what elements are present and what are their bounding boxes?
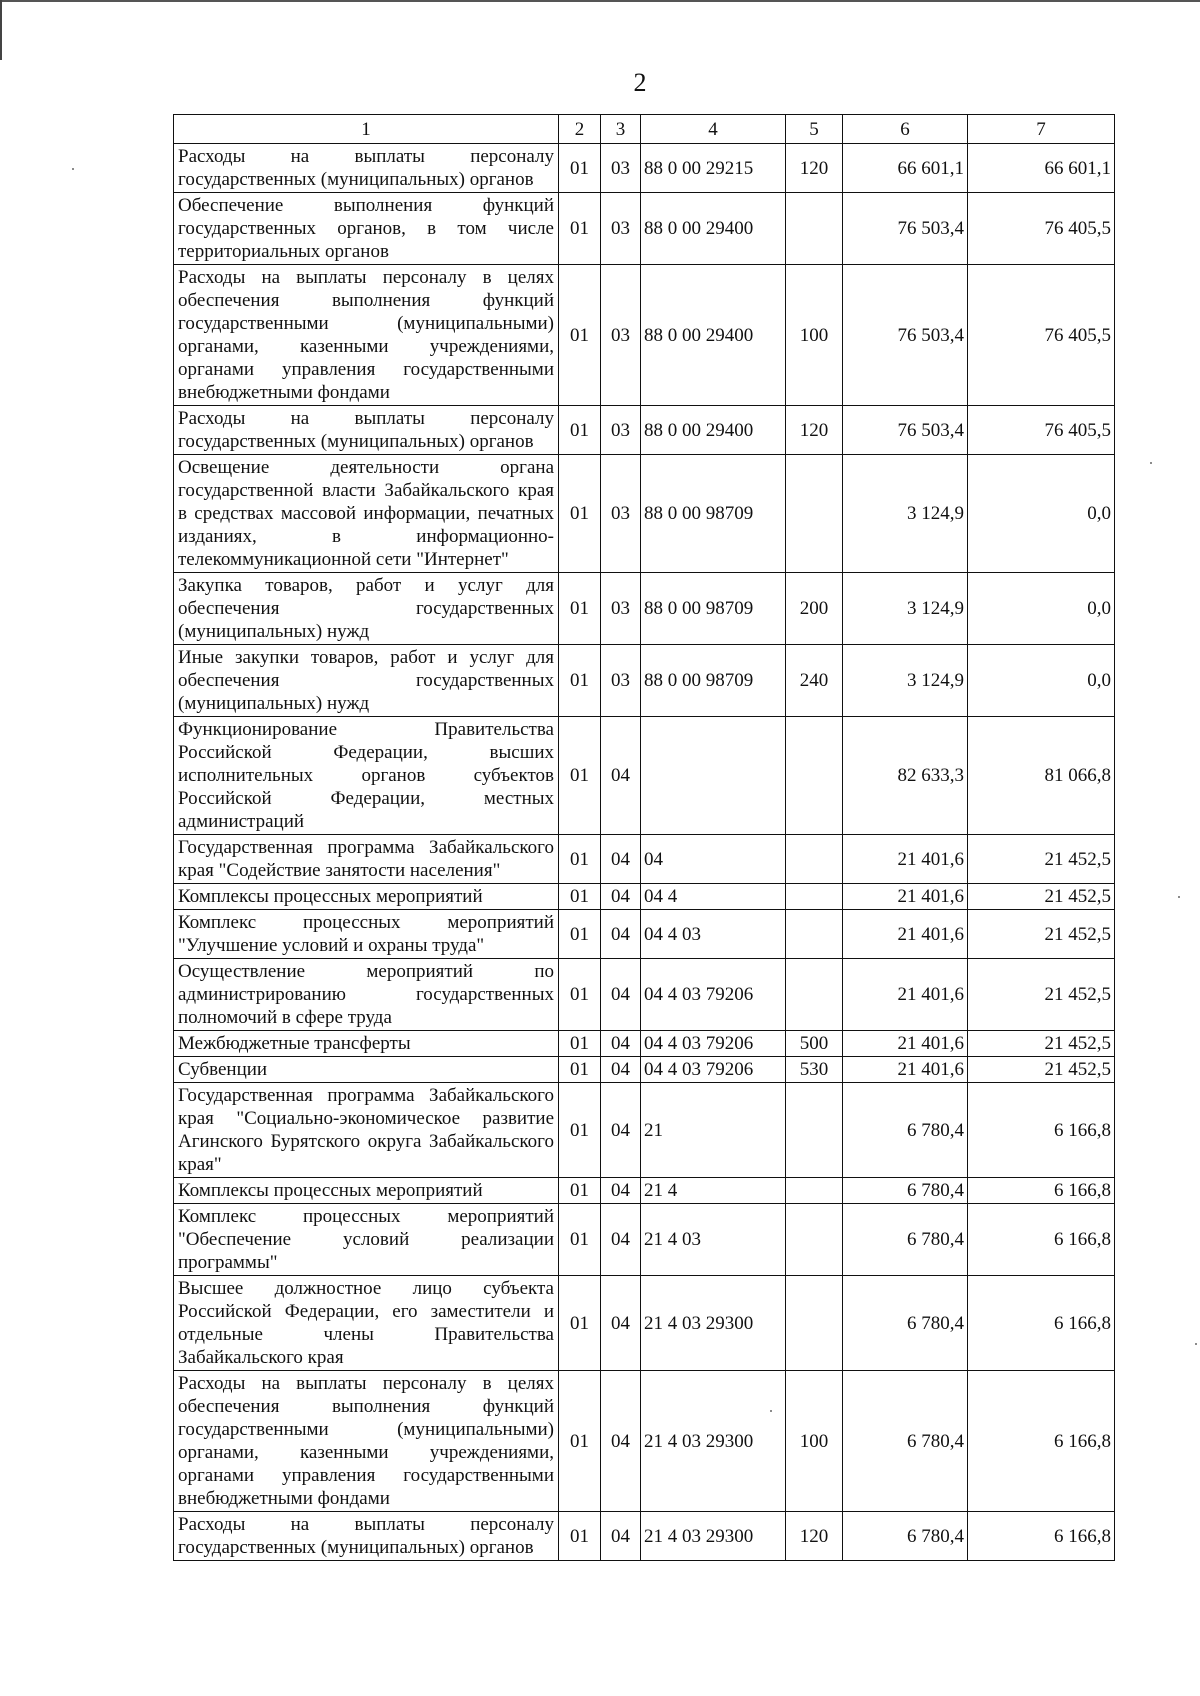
row-section: 01 [559,265,601,406]
row-section: 01 [559,959,601,1031]
scan-top-edge [0,0,1200,2]
row-name: Комплекс процессных мероприятий "Улучшение условий и охраны труда" [174,910,559,959]
row-expense-type [786,959,843,1031]
row-subsection: 04 [601,1031,641,1057]
row-section: 01 [559,1178,601,1204]
table-row [174,144,1115,193]
row-expense-type: 120 [786,406,843,455]
row-expense-type: 530 [786,1057,843,1083]
table-row [174,455,1115,573]
row-target-code: 88 0 00 29215 [641,144,786,193]
row-subsection: 04 [601,1057,641,1083]
row-subsection: 03 [601,265,641,406]
table-row [174,1371,1115,1512]
row-amount-year2: 66 601,1 [968,144,1115,193]
row-name: Расходы на выплаты персоналу государственных (муниципальных) органов [174,406,559,455]
row-subsection: 04 [601,910,641,959]
budget-table [173,114,1115,1561]
row-target-code: 04 4 03 79206 [641,1031,786,1057]
row-expense-type [786,910,843,959]
row-section: 01 [559,1031,601,1057]
row-target-code: 88 0 00 98709 [641,573,786,645]
row-expense-type [786,717,843,835]
row-expense-type: 500 [786,1031,843,1057]
page-number: 2 [633,68,647,97]
row-section: 01 [559,1083,601,1178]
row-target-code [641,717,786,835]
row-target-code: 21 4 03 29300 [641,1276,786,1371]
row-section: 01 [559,835,601,884]
row-target-code: 21 4 03 29300 [641,1371,786,1512]
row-target-code: 21 4 03 29300 [641,1512,786,1561]
row-name: Функционирование Правительства Российской Федерации, высших исполнительных органов субъектов Российской Федерации, местных администраций [174,717,559,835]
header-col-1: 1 [174,115,559,144]
header-col-2: 2 [559,115,601,144]
row-subsection: 03 [601,193,641,265]
row-amount-year1: 21 401,6 [843,835,968,884]
row-amount-year2: 21 452,5 [968,1031,1115,1057]
row-name: Государственная программа Забайкальского края "Содействие занятости населения" [174,835,559,884]
row-amount-year1: 66 601,1 [843,144,968,193]
row-amount-year2: 21 452,5 [968,1057,1115,1083]
row-subsection: 04 [601,1371,641,1512]
scan-speck [1150,462,1152,464]
row-target-code: 88 0 00 29400 [641,193,786,265]
row-name: Комплекс процессных мероприятий "Обеспечение условий реализации программы" [174,1204,559,1276]
table-body [174,144,1115,1561]
table-row [174,910,1115,959]
row-amount-year2: 76 405,5 [968,265,1115,406]
table-row [174,573,1115,645]
scan-speck [1178,896,1180,898]
row-subsection: 03 [601,455,641,573]
row-section: 01 [559,1204,601,1276]
row-subsection: 03 [601,645,641,717]
row-section: 01 [559,1512,601,1561]
row-amount-year2: 0,0 [968,645,1115,717]
table-row [174,265,1115,406]
row-expense-type [786,455,843,573]
row-amount-year1: 76 503,4 [843,265,968,406]
row-name: Расходы на выплаты персоналу государственных (муниципальных) органов [174,144,559,193]
row-amount-year1: 6 780,4 [843,1512,968,1561]
row-subsection: 04 [601,1204,641,1276]
row-section: 01 [559,1057,601,1083]
row-name: Межбюджетные трансферты [174,1031,559,1057]
row-amount-year1: 6 780,4 [843,1083,968,1178]
row-name: Осуществление мероприятий по администрированию государственных полномочий в сфере труда [174,959,559,1031]
row-name: Расходы на выплаты персоналу государственных (муниципальных) органов [174,1512,559,1561]
row-target-code: 04 4 [641,884,786,910]
row-expense-type [786,1178,843,1204]
row-amount-year2: 21 452,5 [968,910,1115,959]
table-row [174,645,1115,717]
row-expense-type [786,1276,843,1371]
row-amount-year2: 0,0 [968,455,1115,573]
row-target-code: 04 4 03 79206 [641,959,786,1031]
row-amount-year1: 76 503,4 [843,406,968,455]
row-amount-year1: 76 503,4 [843,193,968,265]
row-target-code: 21 4 03 [641,1204,786,1276]
row-expense-type: 120 [786,144,843,193]
row-section: 01 [559,1276,601,1371]
row-expense-type [786,1083,843,1178]
row-amount-year2: 21 452,5 [968,884,1115,910]
table-row [174,1512,1115,1561]
row-target-code: 21 [641,1083,786,1178]
row-section: 01 [559,193,601,265]
row-target-code: 21 4 [641,1178,786,1204]
row-subsection: 04 [601,1083,641,1178]
row-expense-type: 100 [786,265,843,406]
row-section: 01 [559,144,601,193]
row-amount-year1: 21 401,6 [843,1057,968,1083]
row-amount-year1: 21 401,6 [843,884,968,910]
row-section: 01 [559,406,601,455]
row-expense-type [786,835,843,884]
row-target-code: 88 0 00 29400 [641,406,786,455]
row-expense-type [786,1204,843,1276]
row-target-code: 88 0 00 98709 [641,455,786,573]
row-section: 01 [559,455,601,573]
row-expense-type [786,884,843,910]
row-amount-year2: 76 405,5 [968,193,1115,265]
row-subsection: 04 [601,835,641,884]
table-row [174,193,1115,265]
row-amount-year2: 6 166,8 [968,1178,1115,1204]
row-name: Высшее должностное лицо субъекта Российской Федерации, его заместители и отдельные члены Правительства Забайкальского края [174,1276,559,1371]
row-target-code: 04 [641,835,786,884]
table-row [174,1083,1115,1178]
row-amount-year2: 21 452,5 [968,959,1115,1031]
row-expense-type: 100 [786,1371,843,1512]
row-amount-year1: 6 780,4 [843,1178,968,1204]
row-subsection: 04 [601,717,641,835]
table-row [174,406,1115,455]
row-expense-type [786,193,843,265]
row-amount-year1: 21 401,6 [843,959,968,1031]
table-header-row [174,115,1115,144]
row-target-code: 88 0 00 98709 [641,645,786,717]
table-row [174,1204,1115,1276]
row-section: 01 [559,645,601,717]
row-section: 01 [559,717,601,835]
header-col-7: 7 [968,115,1115,144]
row-amount-year2: 6 166,8 [968,1512,1115,1561]
row-amount-year1: 6 780,4 [843,1204,968,1276]
table-row [174,1031,1115,1057]
row-subsection: 04 [601,884,641,910]
header-col-6: 6 [843,115,968,144]
row-section: 01 [559,910,601,959]
row-amount-year1: 82 633,3 [843,717,968,835]
row-amount-year1: 3 124,9 [843,455,968,573]
header-col-4: 4 [641,115,786,144]
row-expense-type: 240 [786,645,843,717]
row-subsection: 04 [601,959,641,1031]
header-col-3: 3 [601,115,641,144]
scan-speck [770,1410,772,1412]
scan-left-edge [0,0,2,60]
row-expense-type: 120 [786,1512,843,1561]
table-row [174,959,1115,1031]
row-target-code: 04 4 03 79206 [641,1057,786,1083]
table-row [174,1178,1115,1204]
row-target-code: 88 0 00 29400 [641,265,786,406]
row-name: Обеспечение выполнения функций государственных органов, в том числе территориальных органов [174,193,559,265]
row-target-code: 04 4 03 [641,910,786,959]
row-subsection: 03 [601,573,641,645]
table-row [174,835,1115,884]
row-name: Закупка товаров, работ и услуг для обеспечения государственных (муниципальных) нужд [174,573,559,645]
row-name: Государственная программа Забайкальского края "Социально-экономическое развитие Агинского Бурятского округа Забайкальского края" [174,1083,559,1178]
scan-speck [72,168,74,170]
row-name: Комплексы процессных мероприятий [174,884,559,910]
row-amount-year2: 6 166,8 [968,1276,1115,1371]
table-row [174,1057,1115,1083]
header-col-5: 5 [786,115,843,144]
row-amount-year2: 6 166,8 [968,1204,1115,1276]
row-subsection: 03 [601,144,641,193]
row-amount-year2: 81 066,8 [968,717,1115,835]
row-amount-year2: 76 405,5 [968,406,1115,455]
row-amount-year1: 21 401,6 [843,910,968,959]
row-expense-type: 200 [786,573,843,645]
row-amount-year1: 3 124,9 [843,645,968,717]
row-amount-year1: 6 780,4 [843,1276,968,1371]
table-row [174,1276,1115,1371]
row-subsection: 03 [601,406,641,455]
row-subsection: 04 [601,1512,641,1561]
row-subsection: 04 [601,1178,641,1204]
row-amount-year1: 21 401,6 [843,1031,968,1057]
row-name: Комплексы процессных мероприятий [174,1178,559,1204]
row-name: Субвенции [174,1057,559,1083]
table-row [174,884,1115,910]
row-name: Расходы на выплаты персоналу в целях обеспечения выполнения функций государственными (муниципальными) органами, казенными учреждениями, органами управления государственными внебюджетными фондами [174,265,559,406]
row-section: 01 [559,573,601,645]
row-section: 01 [559,1371,601,1512]
row-amount-year2: 0,0 [968,573,1115,645]
scan-speck [1195,1343,1197,1345]
row-name: Освещение деятельности органа государственной власти Забайкальского края в средствах массовой информации, печатных изданиях, в информационно-телекоммуникационной сети "Интернет" [174,455,559,573]
row-name: Расходы на выплаты персоналу в целях обеспечения выполнения функций государственными (муниципальными) органами, казенными учреждениями, органами управления государственными внебюджетными фондами [174,1371,559,1512]
row-amount-year1: 6 780,4 [843,1371,968,1512]
row-section: 01 [559,884,601,910]
row-amount-year1: 3 124,9 [843,573,968,645]
table-row [174,717,1115,835]
row-amount-year2: 21 452,5 [968,835,1115,884]
row-amount-year2: 6 166,8 [968,1083,1115,1178]
row-subsection: 04 [601,1276,641,1371]
row-amount-year2: 6 166,8 [968,1371,1115,1512]
row-name: Иные закупки товаров, работ и услуг для обеспечения государственных (муниципальных) нужд [174,645,559,717]
